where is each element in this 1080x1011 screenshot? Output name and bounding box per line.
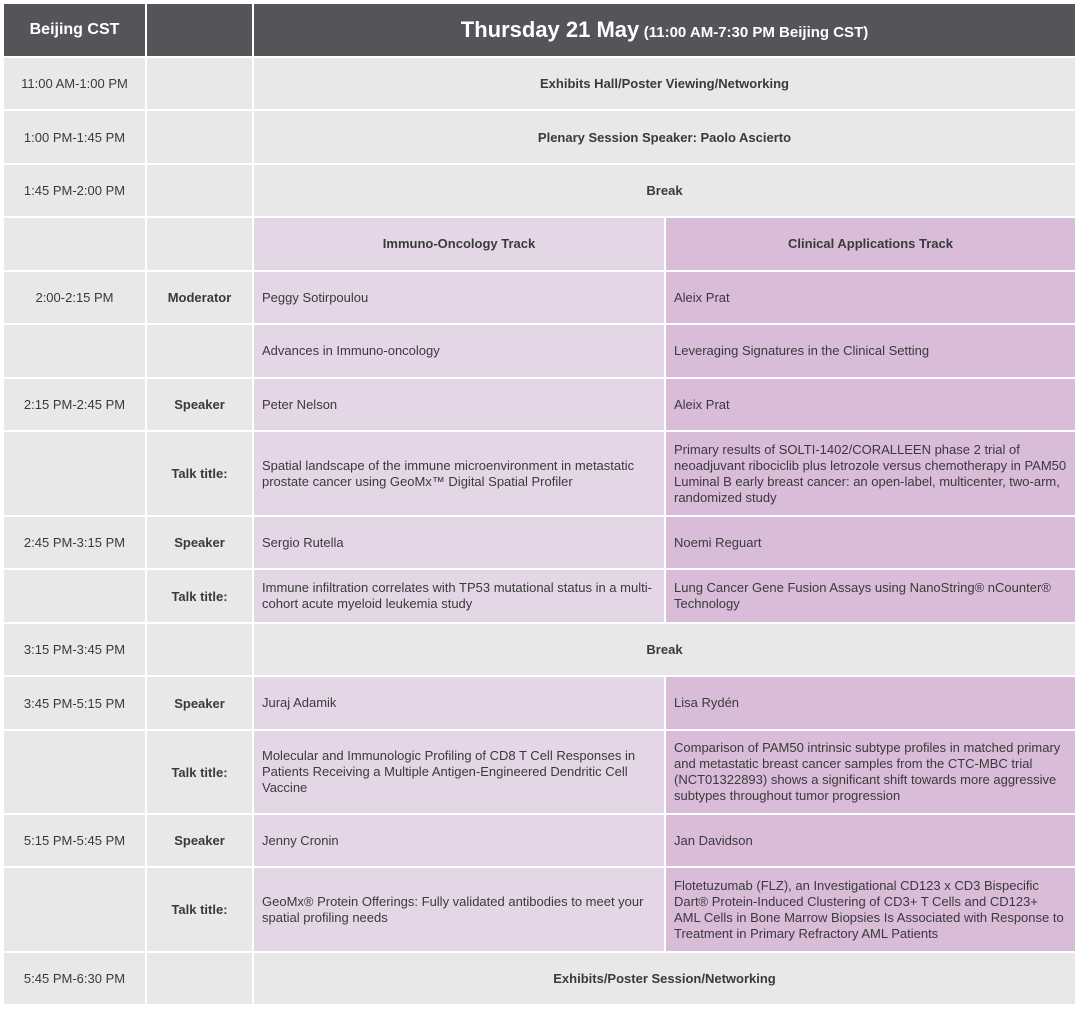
time-cell	[3, 431, 146, 516]
session-cell: Plenary Session Speaker: Paolo Ascierto	[253, 110, 1076, 164]
ca-track-cell: Aleix Prat	[665, 378, 1076, 431]
agenda-row-speaker	[3, 516, 1076, 569]
role-cell: Speaker	[146, 814, 253, 867]
agenda-row-speaker	[3, 814, 1076, 867]
agenda-table	[2, 2, 1077, 1006]
role-cell	[146, 164, 253, 217]
role-cell	[146, 57, 253, 110]
track-header-clinical-applications: Clinical Applications Track	[665, 217, 1076, 271]
session-cell: Exhibits/Poster Session/Networking	[253, 952, 1076, 1005]
role-cell: Speaker	[146, 378, 253, 431]
ca-track-cell: Lisa Rydén	[665, 676, 1076, 730]
agenda-row-moderator	[3, 271, 1076, 324]
agenda-row-talk-title	[3, 867, 1076, 952]
session-cell: Exhibits Hall/Poster Viewing/Networking	[253, 57, 1076, 110]
role-cell: Talk title:	[146, 431, 253, 516]
time-cell	[3, 867, 146, 952]
role-cell: Speaker	[146, 516, 253, 569]
session-cell: Break	[253, 623, 1076, 676]
time-cell: 1:45 PM-2:00 PM	[3, 164, 146, 217]
time-cell: 5:45 PM-6:30 PM	[3, 952, 146, 1005]
time-cell: 5:15 PM-5:45 PM	[3, 814, 146, 867]
time-cell: 2:45 PM-3:15 PM	[3, 516, 146, 569]
time-cell: 2:15 PM-2:45 PM	[3, 378, 146, 431]
role-cell: Speaker	[146, 676, 253, 730]
agenda-row-exhibits	[3, 952, 1076, 1005]
agenda-row-break	[3, 623, 1076, 676]
agenda-row-speaker	[3, 676, 1076, 730]
ca-track-cell: Comparison of PAM50 intrinsic subtype profiles in matched primary and metastatic breast cancer samples from the CTC-MBC trial (NCT01322893) shows a significant shift towards more aggressive subtypes throughout tumor progression	[665, 730, 1076, 814]
time-cell: 1:00 PM-1:45 PM	[3, 110, 146, 164]
agenda-row-break	[3, 164, 1076, 217]
agenda-row-talk-title	[3, 730, 1076, 814]
timezone-header: Beijing CST	[3, 3, 146, 57]
ca-track-cell: Flotetuzumab (FLZ), an Investigational CD123 x CD3 Bispecific Dart® Protein-Induced Clustering of CD3+ T Cells and CD123+ AML Cells in Bone Marrow Biopsies Is Associated with Response to Treatment in Primary Refractory AML Patients	[665, 867, 1076, 952]
time-cell	[3, 730, 146, 814]
role-cell: Talk title:	[146, 867, 253, 952]
ca-track-cell: Noemi Reguart	[665, 516, 1076, 569]
role-cell	[146, 324, 253, 378]
io-track-cell: Sergio Rutella	[253, 516, 665, 569]
day-time-range: (11:00 AM-7:30 PM Beijing CST)	[643, 24, 869, 41]
day-header	[253, 3, 1076, 57]
time-cell	[3, 324, 146, 378]
day-title: Thursday 21 May	[460, 17, 640, 42]
time-cell: 3:45 PM-5:15 PM	[3, 676, 146, 730]
time-cell	[3, 217, 146, 271]
session-cell: Break	[253, 164, 1076, 217]
track-header-immuno-oncology: Immuno-Oncology Track	[253, 217, 665, 271]
time-cell: 11:00 AM-1:00 PM	[3, 57, 146, 110]
ca-track-cell: Primary results of SOLTI-1402/CORALLEEN phase 2 trial of neoadjuvant ribociclib plus letrozole versus chemotherapy in PAM50 Luminal B early breast cancer: an open-label, multicenter, two-arm, randomized study	[665, 431, 1076, 516]
agenda-row-exhibits	[3, 57, 1076, 110]
agenda-row-session-title	[3, 324, 1076, 378]
role-cell	[146, 952, 253, 1005]
agenda-row-talk-title	[3, 569, 1076, 623]
agenda-row-plenary	[3, 110, 1076, 164]
time-cell: 2:00-2:15 PM	[3, 271, 146, 324]
agenda-row-speaker	[3, 378, 1076, 431]
io-track-cell: Immune infiltration correlates with TP53 mutational status in a multi-cohort acute myeloid leukemia study	[253, 569, 665, 623]
agenda-row-talk-title	[3, 431, 1076, 516]
io-track-cell: Peggy Sotirpoulou	[253, 271, 665, 324]
io-track-cell: Molecular and Immunologic Profiling of CD8 T Cell Responses in Patients Receiving a Multiple Antigen-Engineered Dendritic Cell Vaccine	[253, 730, 665, 814]
role-cell	[146, 623, 253, 676]
io-track-cell: Jenny Cronin	[253, 814, 665, 867]
role-cell	[146, 110, 253, 164]
io-track-cell: Spatial landscape of the immune microenvironment in metastatic prostate cancer using GeoMx™ Digital Spatial Profiler	[253, 431, 665, 516]
io-track-cell: GeoMx® Protein Offerings: Fully validated antibodies to meet your spatial profiling needs	[253, 867, 665, 952]
track-header-row	[3, 217, 1076, 271]
role-cell	[146, 217, 253, 271]
ca-track-cell: Aleix Prat	[665, 271, 1076, 324]
io-track-cell: Advances in Immuno-oncology	[253, 324, 665, 378]
role-cell: Talk title:	[146, 569, 253, 623]
role-cell: Talk title:	[146, 730, 253, 814]
ca-track-cell: Leveraging Signatures in the Clinical Setting	[665, 324, 1076, 378]
ca-track-cell: Jan Davidson	[665, 814, 1076, 867]
io-track-cell: Peter Nelson	[253, 378, 665, 431]
ca-track-cell: Lung Cancer Gene Fusion Assays using NanoString® nCounter® Technology	[665, 569, 1076, 623]
role-cell: Moderator	[146, 271, 253, 324]
io-track-cell: Juraj Adamik	[253, 676, 665, 730]
role-header	[146, 3, 253, 57]
header-row	[3, 3, 1076, 57]
time-cell: 3:15 PM-3:45 PM	[3, 623, 146, 676]
time-cell	[3, 569, 146, 623]
